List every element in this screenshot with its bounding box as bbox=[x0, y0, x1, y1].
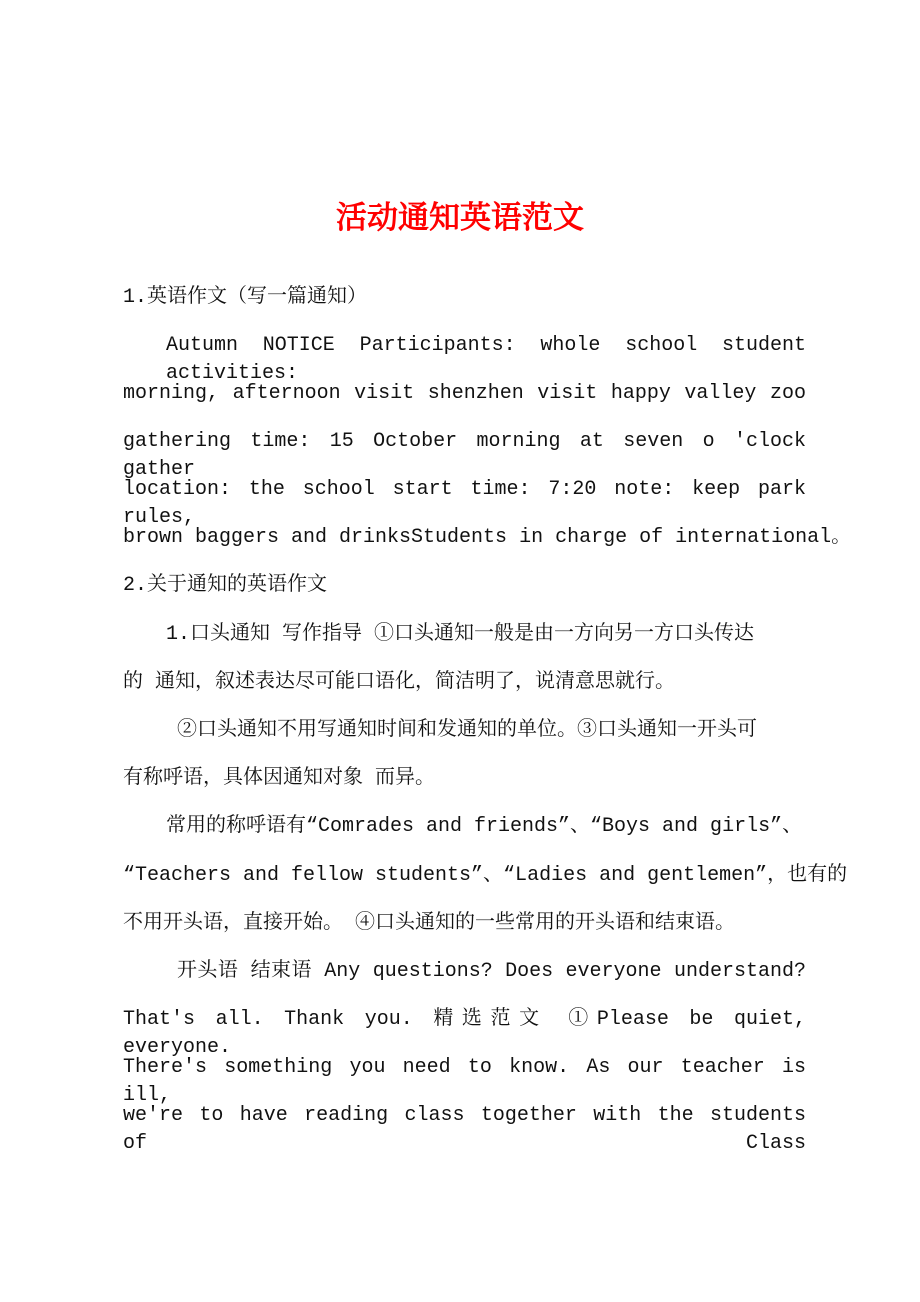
paragraph-line: That's all. Thank you. 精选范文 ①Please be quiet, everyone. bbox=[123, 1008, 806, 1059]
paragraph-line: morning, afternoon visit shenzhen visit happy valley zoo bbox=[123, 382, 806, 405]
document-title: 活动通知英语范文 bbox=[336, 200, 584, 236]
paragraph-line: brown baggers and drinksStudents in charge of international。 bbox=[123, 526, 852, 549]
section-heading-1: 1.英语作文（写一篇通知） bbox=[123, 286, 368, 309]
paragraph-line: Autumn NOTICE Participants: whole school student activities: bbox=[166, 334, 806, 385]
paragraph-line: location: the school start time: 7:20 note: keep park rules, bbox=[123, 478, 806, 529]
paragraph-line: There's something you need to know. As our teacher is ill, bbox=[123, 1056, 806, 1107]
paragraph-line: gathering time: 15 October morning at seven o 'clock gather bbox=[123, 430, 806, 481]
paragraph-line: 不用开头语，直接开始。 ④口头通知的一些常用的开头语和结束语。 bbox=[123, 912, 736, 935]
paragraph-line: 的 通知，叙述表达尽可能口语化，简洁明了，说清意思就行。 bbox=[123, 671, 676, 694]
paragraph-line: 开头语 结束语 Any questions? Does everyone understand? bbox=[177, 960, 806, 983]
paragraph-line: we're to have reading class together with the students of Class bbox=[123, 1104, 806, 1155]
section-heading-2: 2.关于通知的英语作文 bbox=[123, 574, 328, 597]
paragraph-line: 1.口头通知 写作指导 ①口头通知一般是由一方向另一方口头传达 bbox=[166, 623, 755, 646]
paragraph-line: 有称呼语，具体因通知对象 而异。 bbox=[123, 767, 436, 790]
paragraph-line: “Teachers and fellow students”、“Ladies and gentlemen”，也有的 bbox=[123, 864, 848, 887]
paragraph-line: ②口头通知不用写通知时间和发通知的单位。③口头通知一开头可 bbox=[177, 719, 757, 742]
paragraph-line: 常用的称呼语有“Comrades and friends”、“Boys and girls”、 bbox=[166, 815, 803, 838]
